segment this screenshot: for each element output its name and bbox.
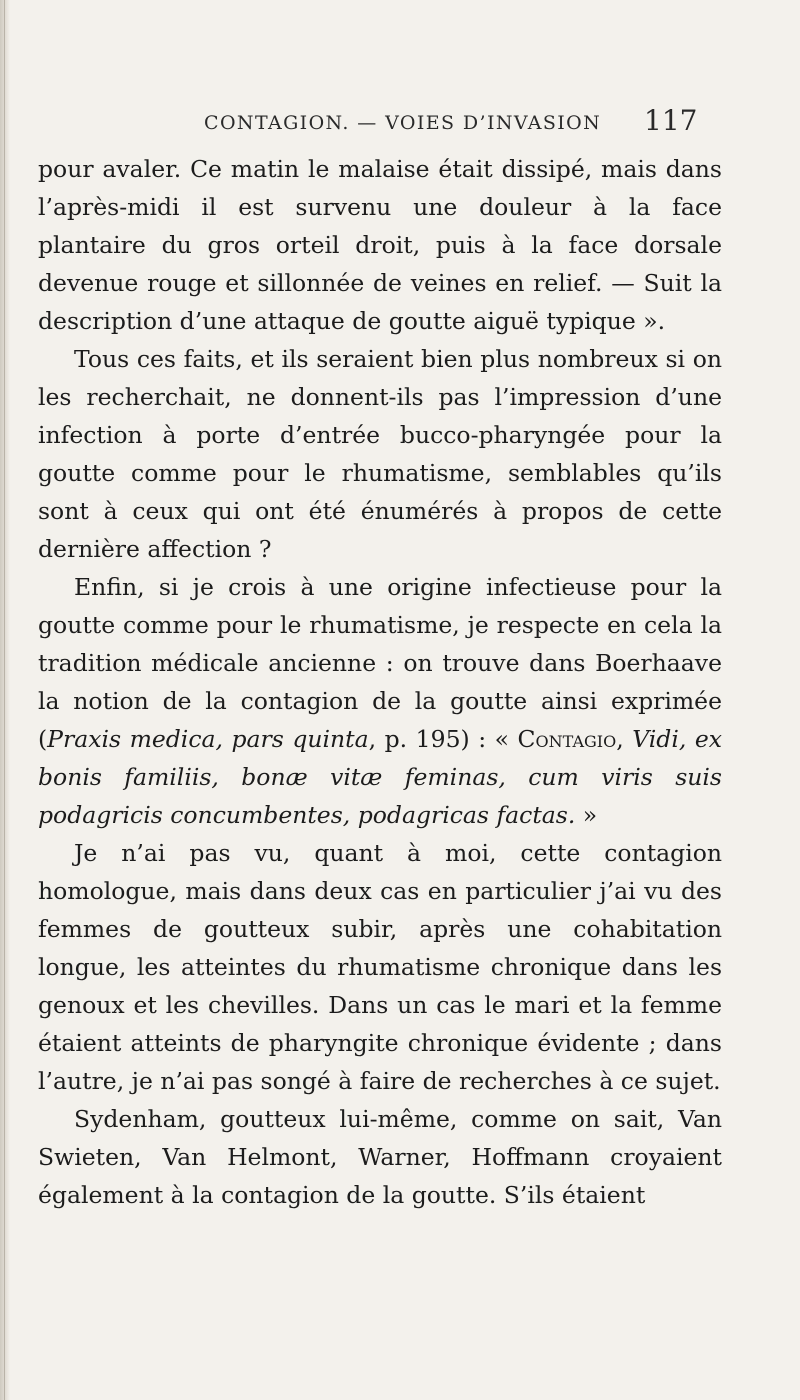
quote-keyword: Contagio [517, 725, 617, 753]
paragraph-3 [38, 568, 722, 834]
page-binding-edge [0, 0, 10, 1400]
page-header [0, 104, 800, 144]
quote-close: » [575, 801, 598, 829]
running-head: CONTAGION. — VOIES D’INVASION [204, 112, 602, 134]
latin-quote: Vidi, ex bonis familiis, bonæ vitæ feminas, cum viris suis podagricis concumbentes, podagricas factas. [38, 725, 723, 829]
paragraph-5: Sydenham, goutteux lui-même, comme on sait, Van Swieten, Van Helmont, Warner, Hoffmann croyaient également à la contagion de la goutte. S’ils étaient [38, 1105, 722, 1209]
source-title: Praxis medica, pars quinta [47, 725, 369, 753]
paragraph-3-citation: , p. 195) : « [368, 725, 518, 753]
paragraph-3-text: Enfin, si je crois à une origine infectieuse pour la goutte comme pour le rhumatisme, je respecte en cela la tradition médicale ancienne : on trouve dans Boerhaave la notion de la contagion de la goutte ainsi exprimée ( [38, 573, 722, 753]
page-edge-line [4, 0, 5, 1400]
paragraph-2: Tous ces faits, et ils seraient bien plus nombreux si on les recherchait, ne donnent-ils pas l’impression d’une infection à porte d’entrée bucco-pharyngée pour la goutte comme pour le rhumatisme, semblables qu’ils sont à ceux qui ont été énumérés à propos de cette dernière affection ? [38, 345, 722, 563]
paragraph-4: Je n’ai pas vu, quant à moi, cette contagion homologue, mais dans deux cas en particulier j’ai vu des femmes de goutteux subir, après une cohabitation longue, les atteintes du rhumatisme chronique dans les genoux et les chevilles. Dans un cas le mari et la femme étaient atteints de pharyngite chronique évidente ; dans l’autre, je n’ai pas songé à faire de recherches à ce sujet. [38, 839, 722, 1095]
paragraph-1: pour avaler. Ce matin le malaise était dissipé, mais dans l’après-midi il est survenu une douleur à la face plantaire du gros orteil droit, puis à la face dorsale devenue rouge et sillonnée de veines en relief. — Suit la description d’une attaque de goutte aiguë typique ». [38, 155, 722, 335]
page-number: 117 [644, 104, 698, 137]
quote-comma: , [616, 725, 633, 753]
body-text [38, 150, 722, 1214]
